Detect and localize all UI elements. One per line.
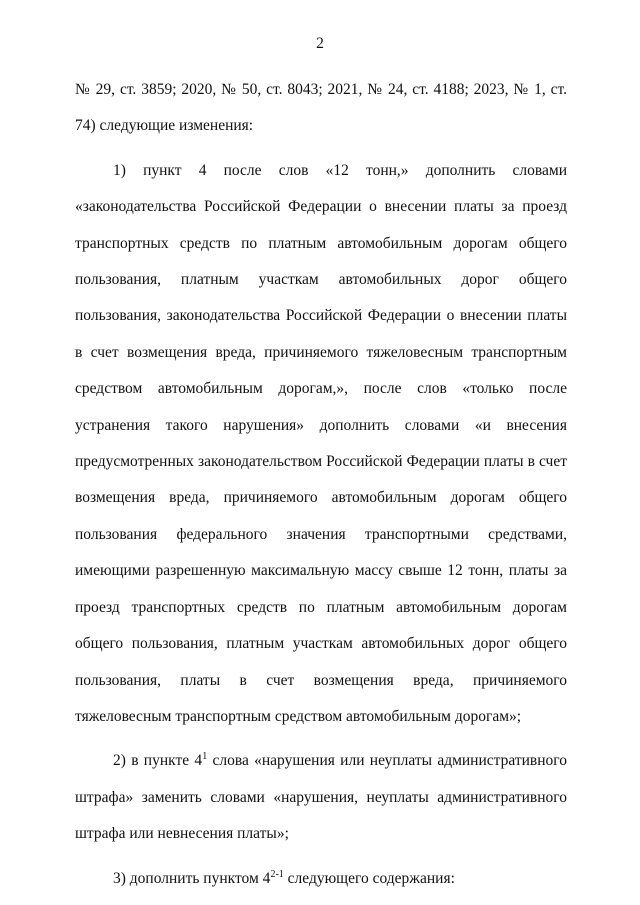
- paragraph-item-2-rest: слова «нарушения или неуплаты административного штрафа» заменить словами «нарушения, неуплаты административного штрафа или невнесения платы»;: [75, 752, 567, 843]
- page-number: 2: [316, 35, 324, 52]
- paragraph-item-3: [75, 861, 567, 897]
- document-body: [75, 72, 567, 897]
- paragraph-item-2-start: 2) в пункте 4: [113, 752, 203, 770]
- paragraph-item-1: 1) пункт 4 после слов «12 тонн,» дополнить словами «законодательства Российской Федерации о внесении платы за проезд транспортных средств по платным автомобильным дорогам общего пользования, платным участкам автомобильных дорог общего пользования, законодательства Российской Федерации о внесении платы в счет возмещения вреда, причиняемого тяжеловесным транспортным средством автомобильным дорогам,», после слов «только после устранения такого нарушения» дополнить словами «и внесения предусмотренных законодательством Российской Федерации платы в счет возмещения вреда, причиняемого автомобильным дорогам общего пользования федерального значения транспортными средствами, имеющими разрешенную максимальную массу свыше 12 тонн, платы за проезд транспортных средств по платным автомобильным дорогам общего пользования, платным участкам автомобильных дорог общего пользования, платы в счет возмещения вреда, причиняемого тяжеловесным транспортным средством автомобильным дорогам»;: [75, 161, 567, 725]
- superscript: 2-1: [270, 868, 284, 880]
- paragraph-item-2: [75, 743, 567, 852]
- superscript: 1: [202, 751, 208, 763]
- paragraph-continuation: № 29, ст. 3859; 2020, № 50, ст. 8043; 2021, № 24, ст. 4188; 2023, № 1, ст. 74) следующие изменения:: [75, 81, 567, 135]
- paragraph-item-3-rest: следующего содержания:: [283, 869, 455, 887]
- paragraph-item-3-start: 3) дополнить пунктом 4: [113, 869, 271, 887]
